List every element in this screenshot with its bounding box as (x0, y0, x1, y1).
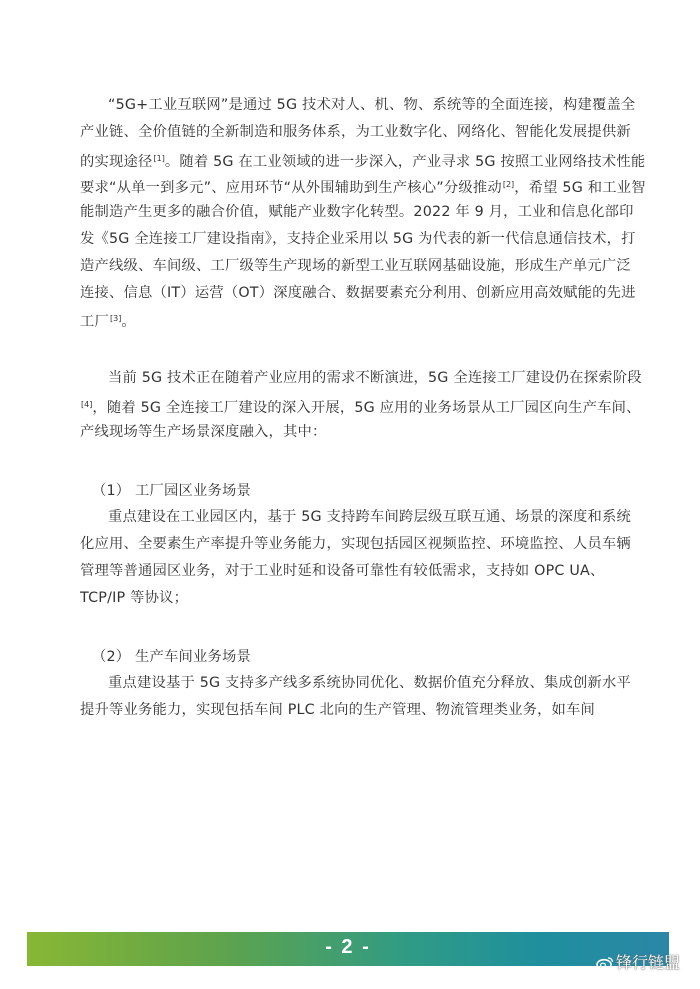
paragraph-line: 的实现途径[1]。随着 5G 在工业领域的进一步深入，产业寻求 5G 按照工业网络技术性能 (80, 153, 646, 170)
paragraph-line: “5G+工业互联网”是通过 5G 技术对人、机、物、系统等的全面连接，构建覆盖全 (108, 97, 636, 113)
paragraph-line: 提升等业务能力，实现包括车间 PLC 北向的生产管理、物流管理类业务，如车间 (80, 702, 596, 719)
footer-bar (27, 932, 669, 966)
citation-ref: [1] (153, 153, 165, 163)
paragraph-line: 产业链、全价值链的全新制造和服务体系，为工业数字化、网络化、智能化发展提供新 (80, 123, 631, 140)
paragraph-line: 化应用、全要素生产率提升等业务能力，实现包括园区视频监控、环境监控、人员车辆 (80, 536, 631, 553)
watermark-text: 锋行链盟 (616, 953, 681, 972)
paragraph-line: 当前 5G 技术正在随着产业应用的需求不断演进，5G 全连接工厂建设仍在探索阶段 (108, 370, 642, 387)
weibo-icon (596, 956, 614, 970)
paragraph-line: 重点建设基于 5G 支持多产线多系统协同优化、数据价值充分释放、集成创新水平 (108, 675, 631, 692)
citation-ref: [3] (110, 314, 122, 324)
paragraph-line: 工厂[3]。 (80, 314, 136, 331)
paragraph-line: [4]，随着 5G 全连接工厂建设的深入开展，5G 应用的业务场景从工厂园区向生产车间、 (81, 399, 641, 416)
paragraph-line: 产线现场等生产场景深度融入，其中： (80, 423, 327, 440)
paragraph-line: 连接、信息（IT）运营（OT）深度融合、数据要素充分利用、创新应用高效赋能的先进 (80, 284, 636, 301)
paragraph-line: 能制造产生更多的融合价值，赋能产业数字化转型。2022 年 9 月，工业和信息化部印 (80, 204, 634, 221)
section-heading: （2） 生产车间业务场景 (92, 648, 252, 665)
document-body (80, 92, 646, 724)
paragraph-line: TCP/IP 等协议； (80, 589, 189, 606)
paragraph-2 (80, 365, 642, 445)
paragraph-1 (80, 92, 646, 333)
page-number: - 2 - (325, 936, 371, 958)
watermark (596, 950, 680, 973)
paragraph-line: 要求“从单一到多元”、应用环节“从外围辅助到生产核心”分级推动[2]，希望 5G 和工业智 (80, 180, 646, 197)
section-factory-park (80, 478, 631, 612)
paragraph-line: 造产线级、车间级、工厂级等生产现场的新型工业互联网基础设施，形成生产单元广泛 (80, 257, 631, 274)
section-heading: （1） 工厂园区业务场景 (92, 482, 252, 499)
paragraph-line: 发《5G 全连接工厂建设指南》，支持企业采用以 5G 为代表的新一代信息通信技术，打 (80, 230, 636, 247)
citation-ref: [4] (81, 399, 93, 409)
paragraph-line: 重点建设在工业园区内，基于 5G 支持跨车间跨层级互联互通、场景的深度和系统 (108, 509, 631, 526)
paragraph-line: 管理等普通园区业务，对于工业时延和设备可靠性有较低需求，支持如 OPC UA、 (80, 562, 605, 579)
citation-ref: [2] (502, 180, 515, 190)
section-workshop (80, 644, 631, 724)
